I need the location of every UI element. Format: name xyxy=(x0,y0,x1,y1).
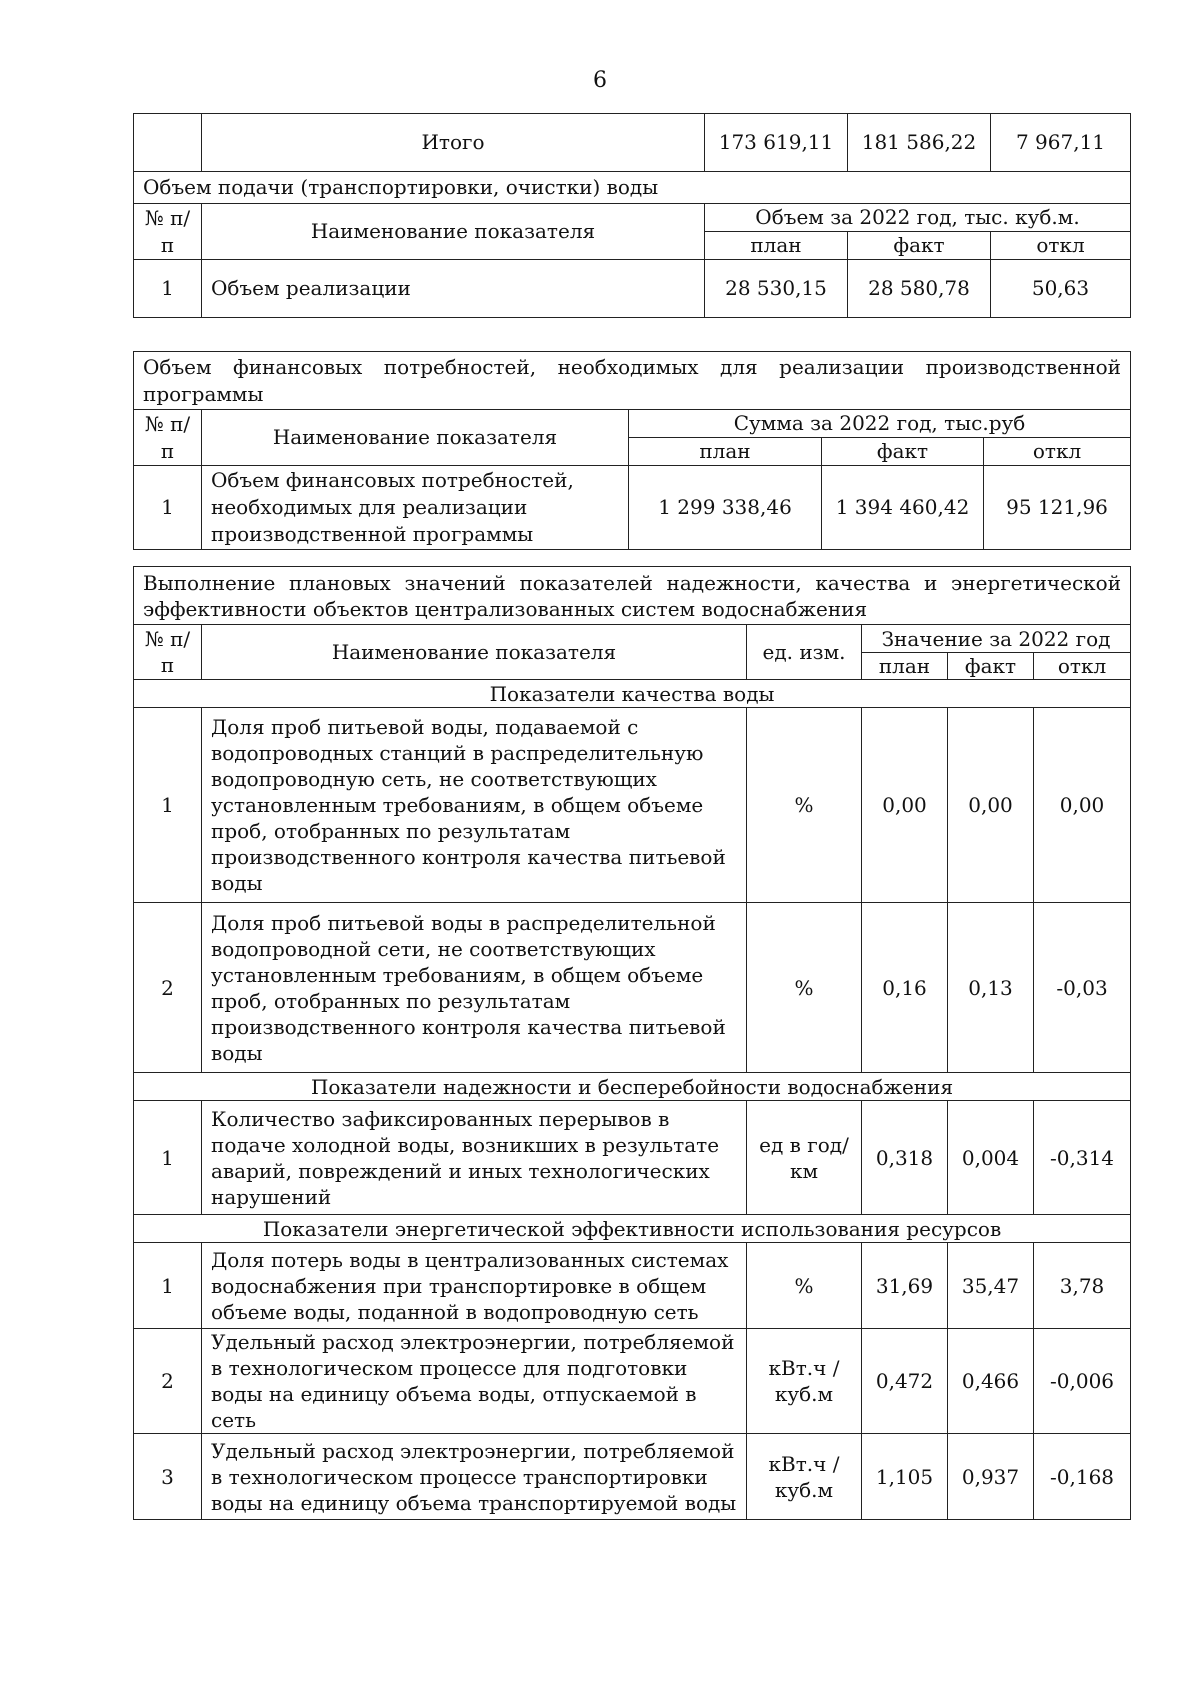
header-plan: план xyxy=(629,438,822,466)
row-deviation: 50,63 xyxy=(991,260,1131,318)
total-row-fact: 181 586,22 xyxy=(848,114,991,172)
header-unit: ед. изм. xyxy=(747,625,862,680)
row-name: Количество зафиксированных перерывов в подаче холодной воды, возникших в результате аварий, повреждений и иных технологических нарушений xyxy=(202,1101,747,1215)
header-deviation: откл xyxy=(984,438,1131,466)
row-plan: 0,00 xyxy=(862,708,948,903)
header-period: Сумма за 2022 год, тыс.руб xyxy=(629,410,1131,438)
row-unit: кВт.ч / куб.м xyxy=(747,1434,862,1520)
row-plan: 28 530,15 xyxy=(705,260,848,318)
indicators-table xyxy=(133,566,1131,1520)
row-deviation: -0,03 xyxy=(1034,903,1131,1073)
table-row xyxy=(134,466,1131,550)
row-num: 1 xyxy=(134,708,202,903)
table-row xyxy=(134,1329,1131,1434)
header-fact: факт xyxy=(848,232,991,260)
header-deviation: откл xyxy=(991,232,1131,260)
row-fact: 0,004 xyxy=(948,1101,1034,1215)
header-deviation: откл xyxy=(1034,653,1131,680)
row-name: Доля проб питьевой воды в распределительной водопроводной сети, не соответствующих установленным требованиям, в общем объеме проб, отобранных по результатам производственного контроля качества питьевой воды xyxy=(202,903,747,1073)
group-title: Показатели качества воды xyxy=(134,680,1131,708)
table-row xyxy=(134,260,1131,318)
row-deviation: 95 121,96 xyxy=(984,466,1131,550)
row-deviation: -0,314 xyxy=(1034,1101,1131,1215)
row-unit: % xyxy=(747,708,862,903)
row-fact: 1 394 460,42 xyxy=(822,466,984,550)
group-title: Показатели энергетической эффективности использования ресурсов xyxy=(134,1215,1131,1243)
header-num: № п/п xyxy=(134,410,202,466)
row-num: 1 xyxy=(134,1243,202,1329)
row-plan: 0,472 xyxy=(862,1329,948,1434)
row-deviation: -0,168 xyxy=(1034,1434,1131,1520)
total-row xyxy=(134,114,1131,172)
table-row xyxy=(134,1434,1131,1520)
section-title: Выполнение плановых значений показателей надежности, качества и энергетической эффективности объектов централизованных систем водоснабжения xyxy=(134,567,1131,625)
row-plan: 31,69 xyxy=(862,1243,948,1329)
row-deviation: 0,00 xyxy=(1034,708,1131,903)
row-num: 3 xyxy=(134,1434,202,1520)
row-num: 1 xyxy=(134,1101,202,1215)
row-name: Удельный расход электроэнергии, потребляемой в технологическом процессе транспортировки воды на единицу объема транспортируемой воды xyxy=(202,1434,747,1520)
total-row-plan: 173 619,11 xyxy=(705,114,848,172)
header-plan: план xyxy=(862,653,948,680)
row-fact: 0,00 xyxy=(948,708,1034,903)
table-row xyxy=(134,1243,1131,1329)
total-row-deviation: 7 967,11 xyxy=(991,114,1131,172)
row-num: 2 xyxy=(134,1329,202,1434)
section-title: Объем подачи (транспортировки, очистки) воды xyxy=(134,172,1131,204)
row-plan: 0,318 xyxy=(862,1101,948,1215)
header-num: № п/п xyxy=(134,625,202,680)
row-fact: 0,937 xyxy=(948,1434,1034,1520)
row-deviation: -0,006 xyxy=(1034,1329,1131,1434)
row-unit: % xyxy=(747,1243,862,1329)
row-deviation: 3,78 xyxy=(1034,1243,1131,1329)
header-period: Объем за 2022 год, тыс. куб.м. xyxy=(705,204,1131,232)
row-unit: ед в год/ км xyxy=(747,1101,862,1215)
header-name: Наименование показателя xyxy=(202,410,629,466)
row-num: 1 xyxy=(134,466,202,550)
row-name: Объем финансовых потребностей, необходимых для реализации производственной программы xyxy=(202,466,629,550)
table-row xyxy=(134,708,1131,903)
row-num: 1 xyxy=(134,260,202,318)
row-fact: 0,466 xyxy=(948,1329,1034,1434)
section-title: Объем финансовых потребностей, необходимых для реализации производственной программы xyxy=(134,352,1131,410)
header-num: № п/п xyxy=(134,204,202,260)
page-number: 6 xyxy=(593,68,607,93)
header-name: Наименование показателя xyxy=(202,204,705,260)
table-row xyxy=(134,903,1131,1073)
header-name: Наименование показателя xyxy=(202,625,747,680)
row-plan: 1 299 338,46 xyxy=(629,466,822,550)
row-fact: 28 580,78 xyxy=(848,260,991,318)
total-row-label: Итого xyxy=(202,114,705,172)
header-fact: факт xyxy=(822,438,984,466)
row-plan: 1,105 xyxy=(862,1434,948,1520)
row-fact: 0,13 xyxy=(948,903,1034,1073)
row-name: Объем реализации xyxy=(202,260,705,318)
header-period: Значение за 2022 год xyxy=(862,625,1131,653)
row-fact: 35,47 xyxy=(948,1243,1034,1329)
table-row xyxy=(134,1101,1131,1215)
header-plan: план xyxy=(705,232,848,260)
row-name: Доля потерь воды в централизованных системах водоснабжения при транспортировке в общем объеме воды, поданной в водопроводную сеть xyxy=(202,1243,747,1329)
row-unit: кВт.ч / куб.м xyxy=(747,1329,862,1434)
row-name: Удельный расход электроэнергии, потребляемой в технологическом процессе для подготовки воды на единицу объема воды, отпускаемой в сеть xyxy=(202,1329,747,1434)
header-fact: факт xyxy=(948,653,1034,680)
financial-needs-table xyxy=(133,351,1131,550)
group-title: Показатели надежности и бесперебойности водоснабжения xyxy=(134,1073,1131,1101)
total-row-num-cell xyxy=(134,114,202,172)
row-plan: 0,16 xyxy=(862,903,948,1073)
row-name: Доля проб питьевой воды, подаваемой с водопроводных станций в распределительную водопроводную сеть, не соответствующих установленным требованиям, в общем объеме проб, отобранных по результатам производственного контроля качества питьевой воды xyxy=(202,708,747,903)
row-unit: % xyxy=(747,903,862,1073)
row-num: 2 xyxy=(134,903,202,1073)
water-supply-volume-table xyxy=(133,113,1131,318)
